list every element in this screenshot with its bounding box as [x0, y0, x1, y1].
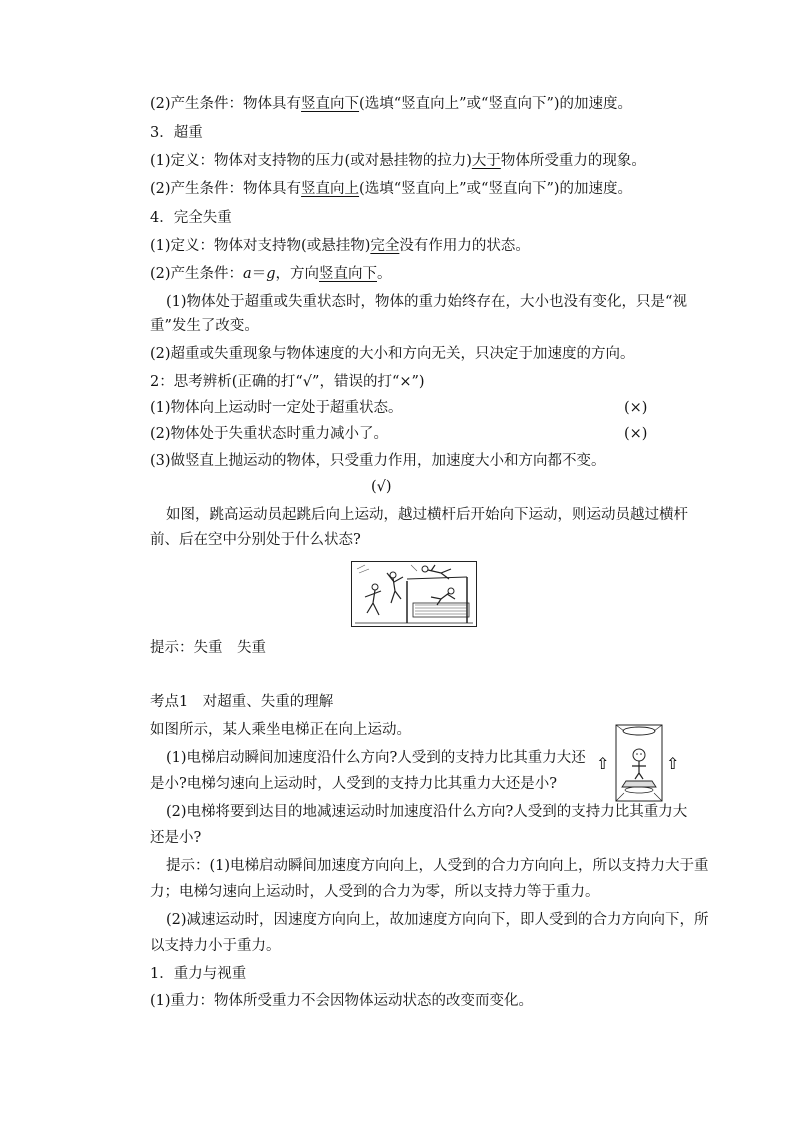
- text-segment: (选填“竖直向上”或“竖直向下”)的加速度。: [359, 96, 633, 112]
- text-line: 重”发生了改变。: [150, 318, 259, 334]
- text-line: [150, 151, 646, 171]
- text-segment: (1)定义：物体对支持物的压力(或对悬挂物的拉力): [150, 153, 472, 169]
- text-segment: (2)产生条件：物体具有: [150, 96, 302, 112]
- elevator-figure: [594, 721, 684, 805]
- judgement-mark: (×): [624, 426, 648, 442]
- text-line: (2)减速运动时，因速度方向向上，故加速度方向向下，即人受到的合力方向向下，所: [166, 912, 709, 928]
- text-line: [150, 264, 392, 284]
- text-segment: (1)定义：物体对支持物(或悬挂物): [150, 238, 371, 254]
- text-line: (3)做竖直上抛运动的物体，只受重力作用，加速度大小和方向都不变。: [150, 453, 606, 469]
- underlined-answer: 竖直向下: [301, 96, 360, 112]
- text-line: (2)超重或失重现象与物体速度的大小和方向无关，只决定于加速度的方向。: [150, 346, 635, 362]
- text-line: 以支持力小于重力。: [150, 938, 281, 954]
- underlined-answer: 完全: [370, 238, 400, 254]
- text-line: (2)电梯将要到达目的地减速运动时加速度沿什么方向?人受到的支持力比其重力大: [166, 804, 688, 820]
- text-line: (1)物体向上运动时一定处于超重状态。: [150, 400, 403, 416]
- text-segment: 物体所受重力的现象。: [500, 153, 646, 169]
- judgement-mark: (×): [624, 400, 648, 416]
- text-segment: (2)产生条件：: [150, 266, 244, 282]
- judgement-mark: (√): [371, 479, 392, 495]
- text-segment: ，方向: [275, 266, 319, 282]
- high-jump-figure: [351, 561, 477, 627]
- text-line: 如图所示，某人乘坐电梯正在向上运动。: [150, 722, 411, 738]
- text-line: 前、后在空中分别处于什么状态?: [150, 532, 361, 548]
- text-line: (2)物体处于失重状态时重力减小了。: [150, 426, 389, 442]
- math-var: g: [266, 266, 276, 282]
- text-line: (1)重力：物体所受重力不会因物体运动状态的改变而变化。: [150, 993, 534, 1009]
- text-line: [150, 94, 632, 114]
- up-arrow-icon: ⇧: [666, 754, 680, 773]
- text-line: 如图，跳高运动员起跳后向上运动，越过横杆后开始向下运动，则运动员越过横杆: [166, 507, 688, 523]
- hint-line: 提示：(1)电梯启动瞬间加速度方向向上，人受到的合力方向向上，所以支持力大于重: [166, 858, 709, 874]
- math-var: a: [243, 266, 252, 282]
- text-line: 还是小?: [150, 830, 202, 846]
- up-arrow-icon: ⇧: [596, 754, 610, 773]
- text-line: (1)电梯启动瞬间加速度沿什么方向?人受到的支持力比其重力大还: [166, 750, 586, 766]
- text-segment: 没有作用力的状态。: [399, 238, 530, 254]
- math-operator: ＝: [251, 266, 267, 282]
- hint-line: 提示：失重 失重: [150, 640, 266, 656]
- text-line: [150, 179, 632, 199]
- text-line: 是小?电梯匀速向上运动时，人受到的支持力比其重力大还是小?: [150, 776, 558, 792]
- section-heading: 1．重力与视重: [150, 966, 247, 982]
- text-segment: (2)产生条件：物体具有: [150, 181, 302, 197]
- text-line: 力；电梯匀速向上运动时，人受到的合力为零，所以支持力等于重力。: [150, 884, 600, 900]
- text-line: (1)物体处于超重或失重状态时，物体的重力始终存在，大小也没有变化，只是“视: [166, 294, 687, 310]
- underlined-answer: 竖直向上: [301, 181, 360, 197]
- text-line: [150, 236, 530, 256]
- text-segment: 。: [377, 266, 392, 282]
- underlined-answer: 竖直向下: [319, 266, 377, 282]
- section-heading: 4．完全失重: [150, 210, 232, 226]
- text-line: 2：思考辨析(正确的打“√”，错误的打“×”): [150, 374, 425, 390]
- text-segment: (选填“竖直向上”或“竖直向下”)的加速度。: [359, 181, 633, 197]
- underlined-answer: 大于: [471, 153, 501, 169]
- section-heading: 3．超重: [150, 125, 203, 141]
- section-heading: 考点1 对超重、失重的理解: [150, 694, 334, 710]
